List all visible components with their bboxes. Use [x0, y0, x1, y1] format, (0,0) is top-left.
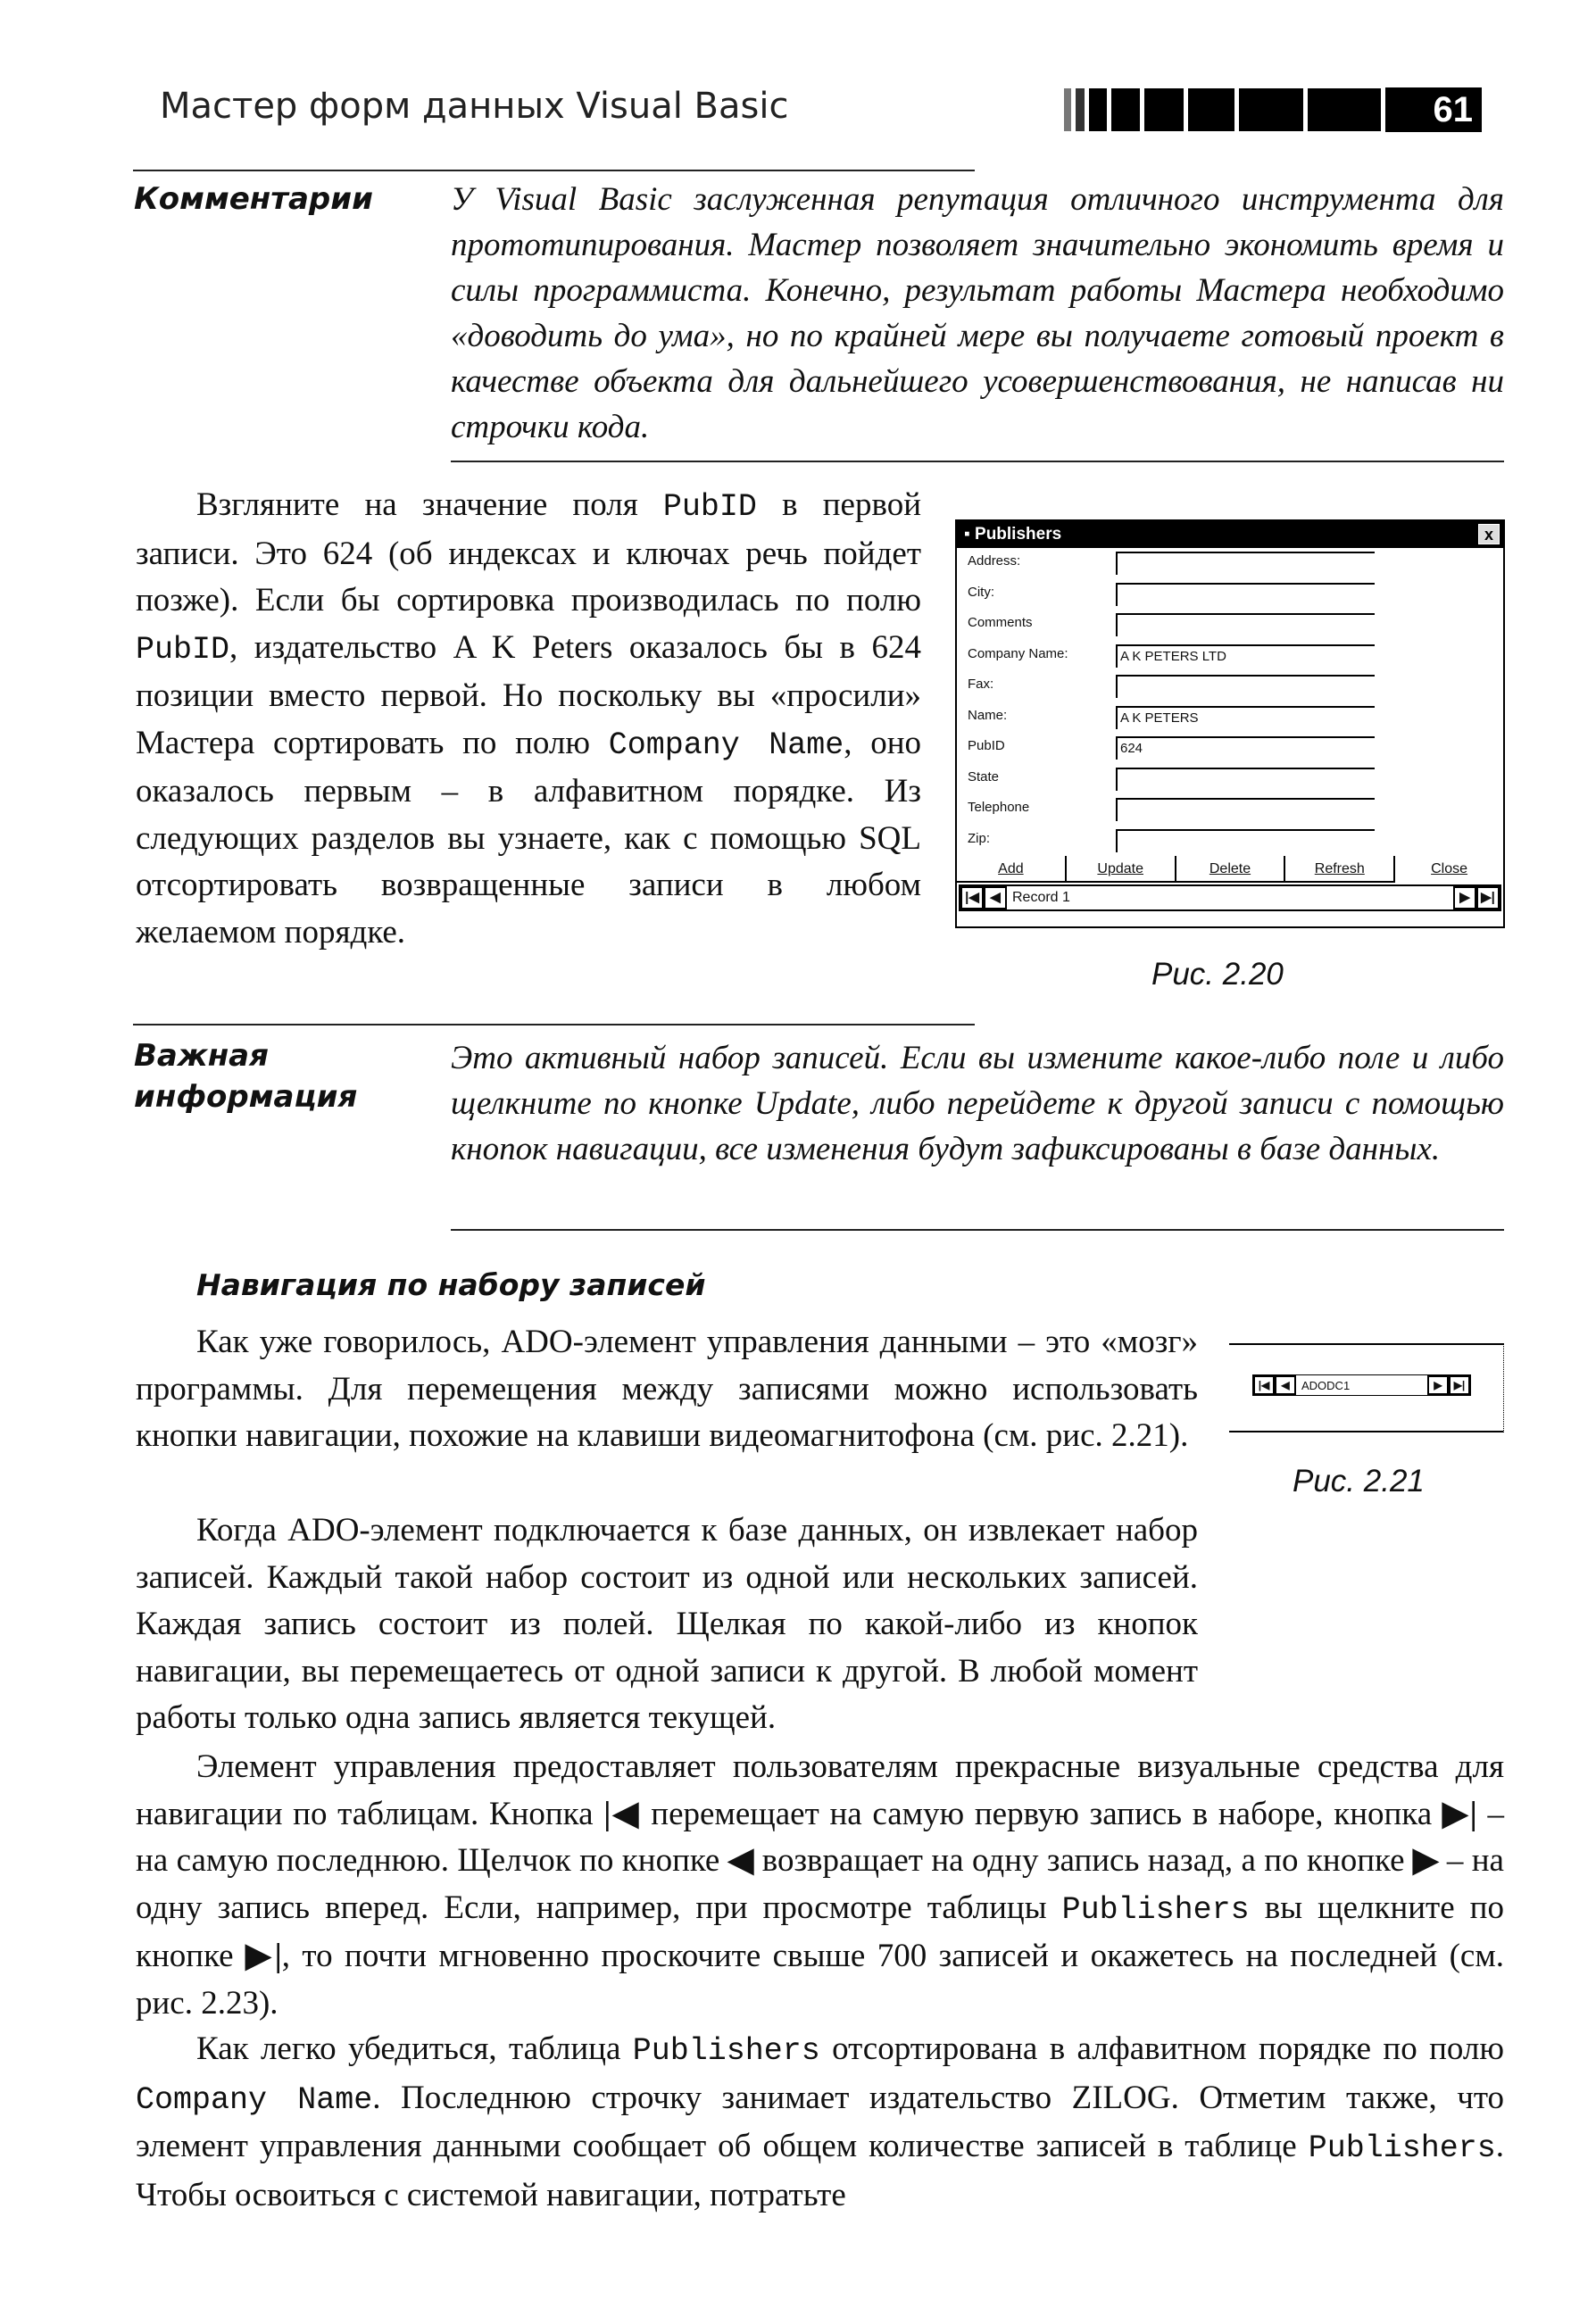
important-label: [134, 1035, 357, 1117]
figure-caption: Рис. 2.20: [1151, 957, 1284, 992]
adodc-label: ADODC1: [1301, 1378, 1351, 1392]
last-record-icon[interactable]: ▶|: [1476, 886, 1500, 909]
header-bars: [1064, 87, 1482, 132]
code-term: Publishers: [1308, 2130, 1496, 2166]
para1-text: [136, 482, 921, 956]
record-label: Record 1: [1012, 890, 1070, 905]
nav-button-glyph: ▶|: [1442, 1795, 1477, 1832]
first-record-icon[interactable]: |◀: [1253, 1375, 1275, 1395]
paragraph-2: [136, 1319, 1198, 1460]
next-record-icon[interactable]: ▶: [1427, 1375, 1449, 1395]
para2-text: [136, 1319, 1198, 1460]
page-number: 61: [1385, 87, 1482, 132]
important-label-line1: Важная: [134, 1038, 269, 1074]
field-label: Zip:: [968, 830, 991, 846]
text-run: , издательство A K Peters оказалось бы в 624 позиции вместо первой. Но поскольку вы «просили» Мастера сортировать по полю: [136, 628, 921, 761]
field-label: Name:: [968, 707, 1008, 723]
running-header-title: Мастер форм данных Visual Basic: [160, 86, 789, 127]
text-run: Как уже говорилось, ADO-элемент управления данными – это «мозг» программы. Для перемещения между записями можно использовать кнопки навигации, похожие на клавиши видеомагнитофона (см. рис. 2.21).: [136, 1324, 1198, 1454]
code-term: Publishers: [1061, 1891, 1250, 1928]
field-input[interactable]: [1116, 613, 1375, 636]
form-row: [957, 794, 1503, 826]
field-input[interactable]: [1116, 552, 1375, 575]
next-record-icon[interactable]: ▶: [1453, 886, 1476, 909]
text-run: Взгляните на значение поля: [196, 486, 663, 523]
form-row: [957, 702, 1503, 734]
window-title: Publishers: [975, 525, 1062, 544]
field-label: Comments: [968, 615, 1033, 630]
field-label: Telephone: [968, 800, 1030, 815]
publishers-window: [955, 519, 1505, 928]
divider: [133, 1024, 975, 1025]
field-label: Company Name:: [968, 645, 1068, 661]
text-run: в первой записи. Это 624 (об индексах и ключах речь пойдет позже). Если бы сортировка производилась по полю: [136, 486, 921, 619]
form-row: [957, 579, 1503, 610]
divider: [451, 461, 1504, 462]
code-term: Publishers: [632, 2033, 820, 2069]
nav-button-glyph: ▶: [1412, 1842, 1439, 1879]
paragraph-3: [136, 1507, 1504, 1742]
divider: [133, 170, 975, 171]
text-run: , то почти мгновенно проскочите свыше 700 записей и окажетесь на последней (см. рис. 2.23).: [136, 1938, 1504, 2022]
prev-record-icon[interactable]: ◀: [1275, 1375, 1296, 1395]
paragraph-4: [136, 1744, 1504, 2027]
text-run: Как легко убедиться, таблица: [196, 2030, 633, 2067]
add-button[interactable]: Add: [957, 856, 1067, 883]
field-input[interactable]: [1116, 798, 1375, 821]
text-run: – на самую последнюю. Щелчок по кнопке: [136, 1795, 1505, 1879]
field-input[interactable]: 624: [1116, 736, 1375, 760]
form-row: [957, 826, 1503, 857]
form-row: [957, 764, 1503, 795]
adodc-control: [1229, 1343, 1504, 1432]
record-navigator: [959, 884, 1501, 911]
update-button[interactable]: Update: [1067, 856, 1176, 883]
text-run: Когда ADO-элемент подключается к базе данных, он извлекает набор записей. Каждый такой набор состоит из одной или нескольких записей. Каждая запись состоит из полей. Щелкая по какой-либо из кнопок навигации, вы перемещаетесь от одной записи к другой. В любой момент работы только одна запись является текущей.: [136, 1512, 1198, 1736]
important-text: Это активный набор записей. Если вы измените какое-либо поле и либо щелкните по кнопке Update, либо перейдете к другой записи с помощью кнопок навигации, все изменения будут зафиксированы в базе данных.: [451, 1040, 1504, 1167]
comment-text: У Visual Basic заслуженная репутация отличного инструмента для прототипирования. Мастер позволяет значительно экономить время и силы программиста. Конечно, результат работы Мастера необходимо «доводить до ума», но по крайней мере вы получаете готовый проект в качестве объекта для дальнейшего усовершенствования, не написав ни строчки кода.: [451, 181, 1504, 445]
field-input[interactable]: [1116, 583, 1375, 606]
text-run: вы щелкните по кнопке: [136, 1889, 1504, 1974]
form-row: [957, 548, 1503, 579]
figure-caption: Рис. 2.21: [1293, 1464, 1425, 1499]
text-run: – на одну запись вперед. Если, например, при просмотре таблицы: [136, 1842, 1504, 1926]
text-run: , оно оказалось первым – в алфавитном порядке. Из следующих разделов вы узнаете, как с помощью SQL отсортировать возвращенные записи в любом желаемом порядке.: [136, 724, 921, 951]
form-row: [957, 733, 1503, 764]
important-label-line2: информация: [134, 1079, 358, 1115]
last-record-icon[interactable]: ▶|: [1449, 1375, 1470, 1395]
form-row: [957, 641, 1503, 672]
code-term: Company Name: [608, 727, 844, 763]
code-term: PubID: [136, 631, 230, 668]
text-run: возвращает на одну запись назад, а по кнопке: [753, 1842, 1413, 1879]
para4-text: [136, 1744, 1504, 2027]
field-label: Fax:: [968, 677, 994, 692]
field-label: State: [968, 768, 1000, 785]
field-input[interactable]: A K PETERS: [1116, 706, 1375, 729]
code-term: PubID: [662, 489, 757, 525]
paragraph-1: [136, 482, 921, 956]
field-label: City:: [968, 584, 994, 600]
form-row: [957, 610, 1503, 641]
text-run: . Последнюю строчку занимает издательство ZILOG. Отметим также, что элемент управления данными сообщает об общем количестве записей в таблице: [136, 2079, 1504, 2164]
para5-text: [136, 2026, 1504, 2219]
field-label: PubID: [968, 738, 1005, 753]
section-heading: Навигация по набору записей: [196, 1267, 706, 1302]
field-input[interactable]: [1116, 768, 1375, 791]
first-record-icon[interactable]: |◀: [960, 886, 984, 909]
delete-button[interactable]: Delete: [1176, 856, 1286, 883]
close-button[interactable]: Close: [1431, 861, 1468, 876]
field-input[interactable]: [1116, 675, 1375, 698]
field-input[interactable]: A K PETERS LTD: [1116, 644, 1375, 668]
code-term: Company Name: [136, 2081, 373, 2118]
nav-button-glyph: ◀: [727, 1842, 754, 1879]
prev-record-icon[interactable]: ◀: [984, 886, 1007, 909]
text-run: . Чтобы освоиться с системой навигации, потратьте: [136, 2128, 1504, 2213]
nav-button-glyph: ▶|: [245, 1938, 282, 1974]
text-run: отсортирована в алфавитном порядке по полю: [819, 2030, 1504, 2067]
nav-button-glyph: |◀: [603, 1795, 641, 1832]
refresh-button[interactable]: Refresh: [1285, 856, 1395, 883]
close-icon[interactable]: x: [1478, 524, 1500, 544]
field-label: Address:: [968, 553, 1021, 569]
text-run: Элемент управления предоставляет пользователям прекрасные визуальные средства для навигации по таблицам. Кнопка: [136, 1748, 1504, 1832]
field-input[interactable]: [1116, 829, 1375, 852]
comment-label: Комментарии: [134, 181, 373, 217]
form-row: [957, 671, 1503, 702]
paragraph-5: [136, 2026, 1504, 2219]
para3-text: [136, 1507, 1198, 1742]
divider: [451, 1229, 1504, 1231]
text-run: перемещает на самую первую запись в наборе, кнопка: [640, 1795, 1442, 1832]
window-titlebar: ▪ Publishers x: [957, 521, 1503, 548]
